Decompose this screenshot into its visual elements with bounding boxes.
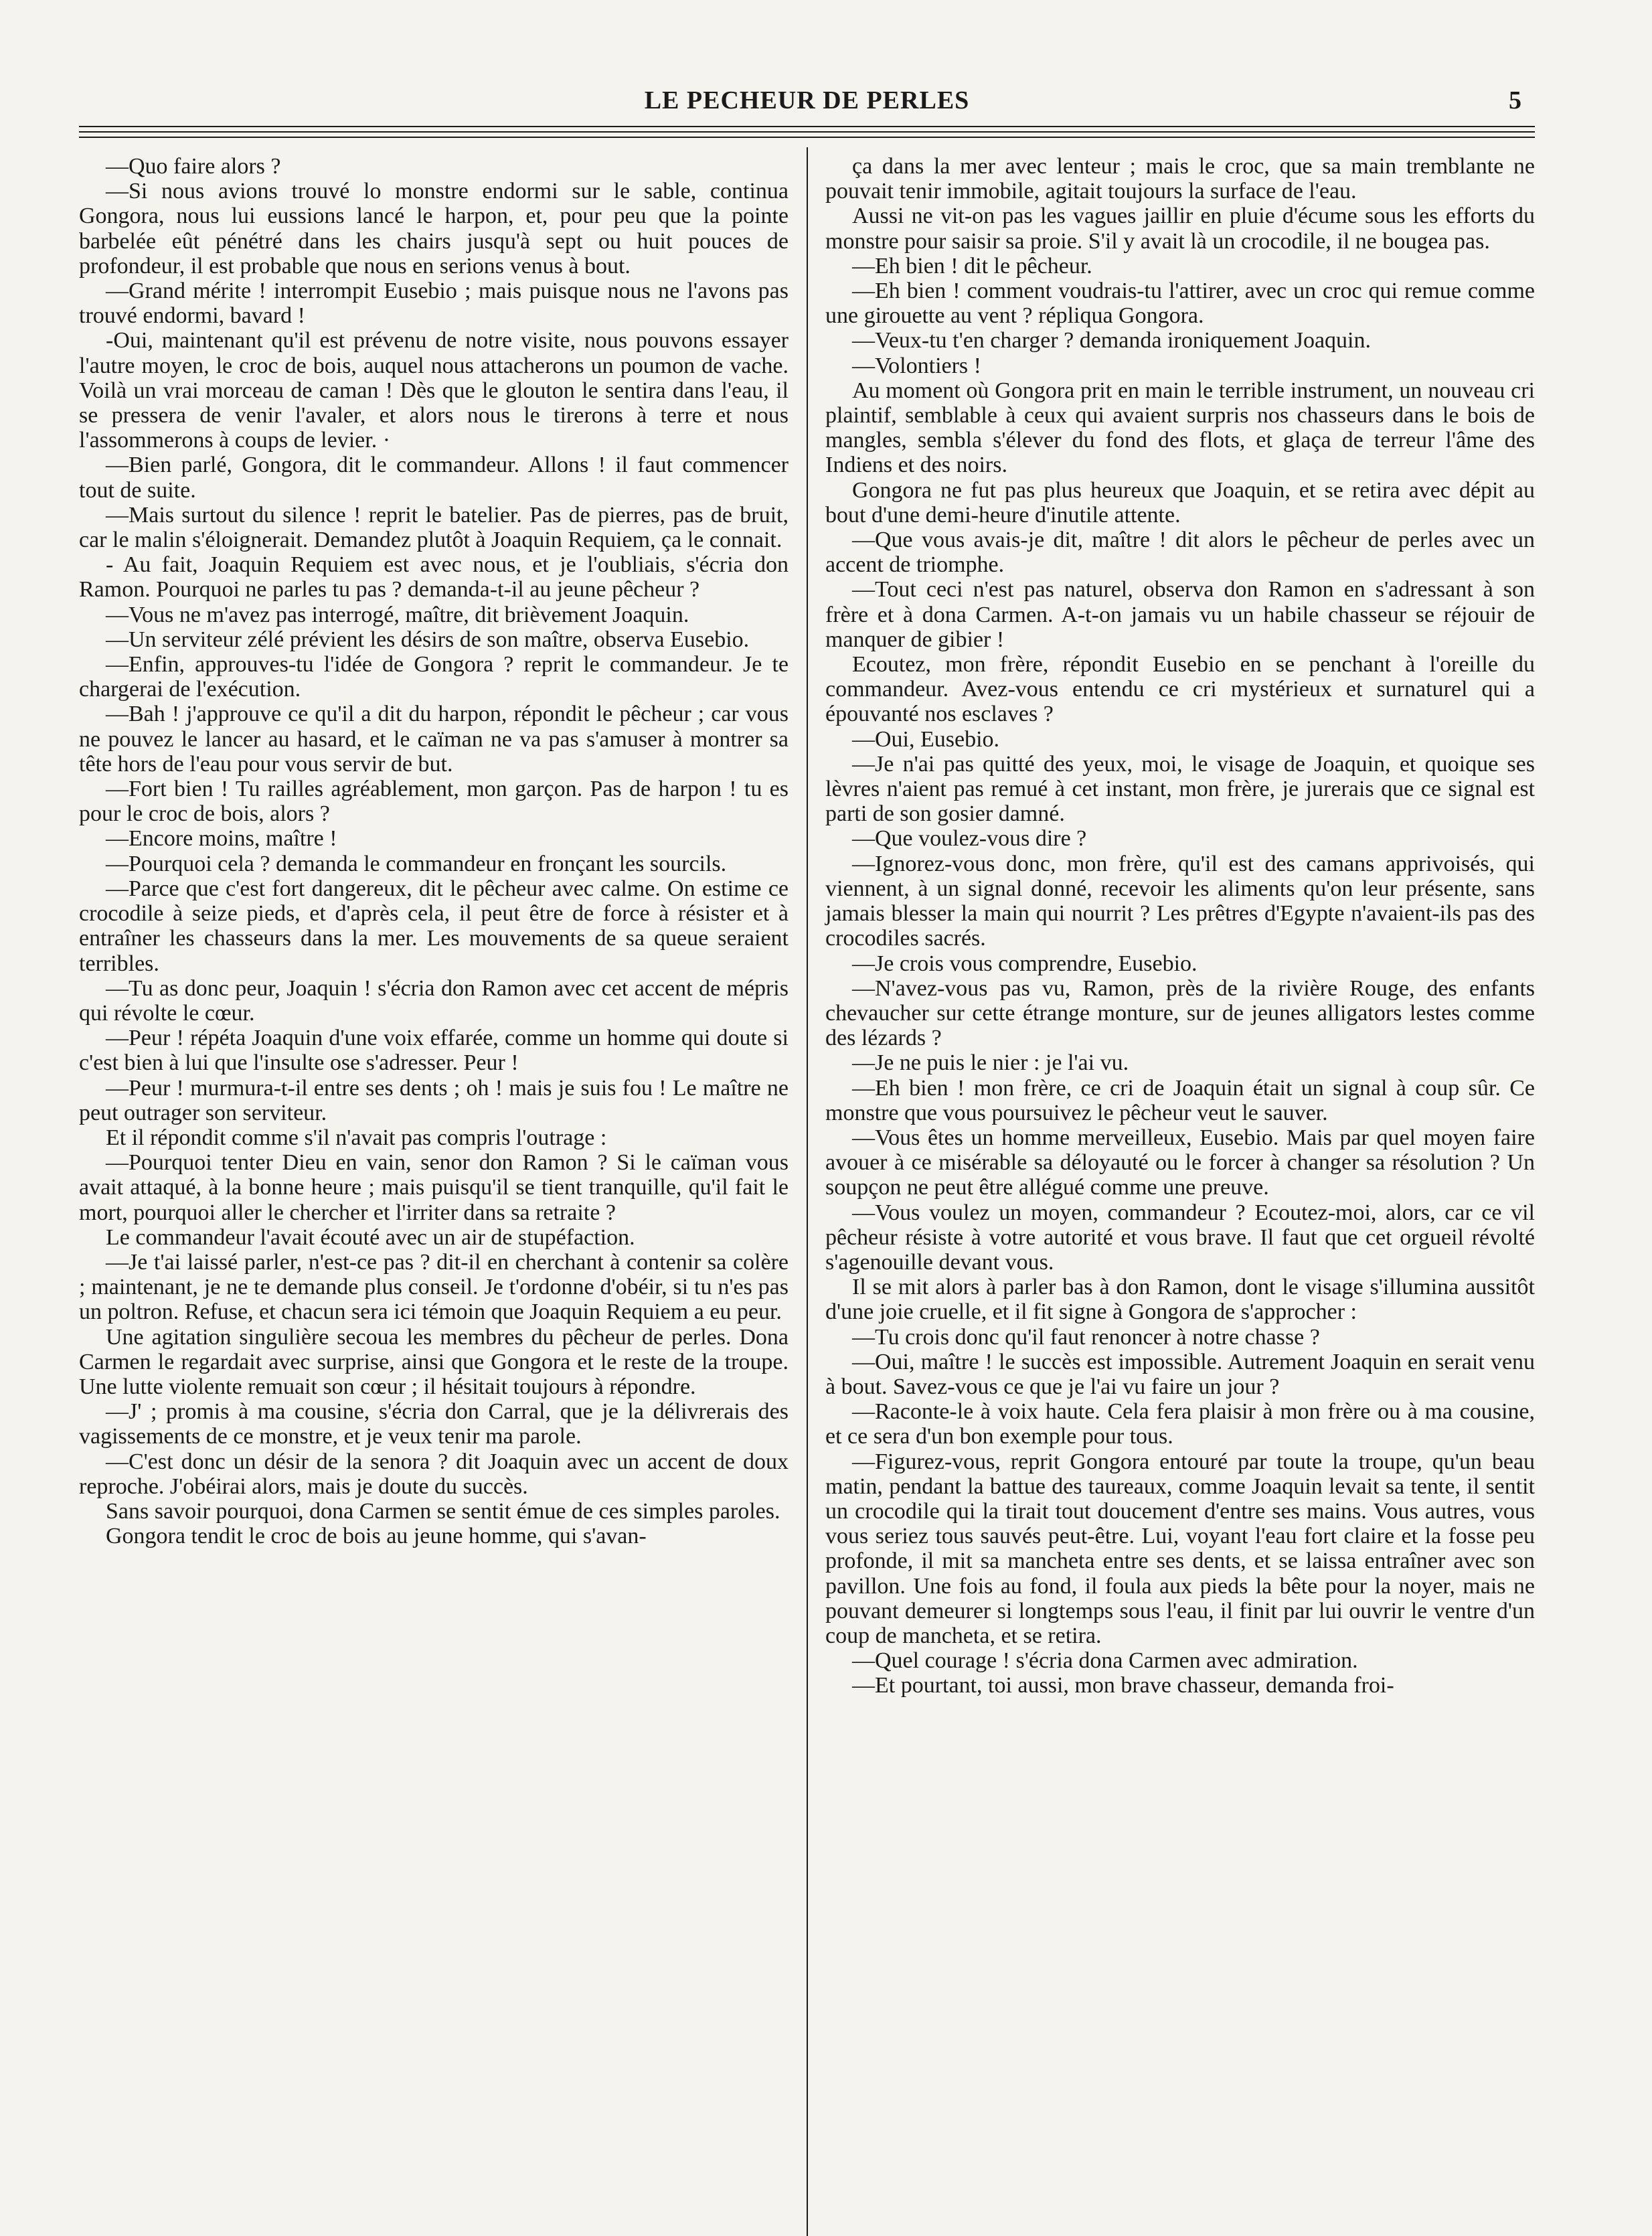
paragraph: —Vous ne m'avez pas interrogé, maître, dit brièvement Joaquin. [106,602,689,627]
paragraph: —Encore moins, maître ! [106,826,337,852]
paragraph: Gongora tendit le croc de bois au jeune homme, qui s'avan- [106,1524,647,1549]
paragraph: —Fort bien ! Tu railles agréablement, mon garçon. Pas de harpon ! tu es pour le croc de bois, alors ? [79,777,789,827]
paragraph: —Je n'ai pas quitté des yeux, moi, le visage de Joaquin, et quoique ses lèvres n'aient pas remué à cet instant, mon frère, je jurerais que ce signal est parti de son gosier damné. [825,751,1535,827]
paragraph: —Si nous avions trouvé lo monstre endormi sur le sable, continua Gongora, nous lui eussions lancé le harpon, et, pour peu que la pointe barbelée eût pénétré dans les chairs jusqu'à sept ou huit pouces de profondeur, il est probable que nous en serions venus à bout. [79,179,789,278]
paragraph: Et il répondit comme s'il n'avait pas compris l'outrage : [106,1125,607,1150]
paragraph: —Enfin, approuves-tu l'idée de Gongora ? reprit le commandeur. Je te chargerai de l'exécution. [79,652,789,702]
paragraph: Il se mit alors à parler bas à don Ramon, dont le visage s'illumina aussitôt d'une joie cruelle, et il fit signe à Gongora de s'approcher : [825,1275,1535,1325]
header-rule [79,137,1535,138]
paragraph: —Vous êtes un homme merveilleux, Eusebio. Mais par quel moyen faire avouer à ce misérable sa déloyauté ou le forcer à changer sa résolution ? Un soupçon ne peut être allégué comme une preuve. [825,1125,1535,1200]
paragraph: Le commandeur l'avait écouté avec un air de stupéfaction. [106,1224,635,1250]
paragraph: —Je t'ai laissé parler, n'est-ce pas ? dit-il en cherchant à contenir sa colère ; maintenant, je ne te demande plus conseil. Je t'ordonne d'obéir, si tu n'es pas un poltron. Refuse, et chacun sera ici témoin que Joaquin Requiem a eu peur. [79,1249,789,1325]
paragraph: —Veux-tu t'en charger ? demanda ironiquement Joaquin. [852,328,1371,353]
paragraph: -Oui, maintenant qu'il est prévenu de notre visite, nous pouvons essayer l'autre moyen, le croc de bois, auquel nous attacherons un poumon de vache. Voilà un vrai morceau de caman ! Dès que le glouton le sentira dans l'eau, il se pressera de venir l'avaler, et alors nous le tirerons à terre et nous l'assommerons à coups de levier. · [79,328,789,453]
text-columns [79,154,1535,2174]
paragraph: —Raconte-le à voix haute. Cela fera plaisir à mon frère ou à ma cousine, et ce sera d'un bon exemple pour tous. [825,1399,1535,1449]
paragraph: —Eh bien ! mon frère, ce cri de Joaquin était un signal à coup sûr. Ce monstre que vous poursuivez le pêcheur veut le sauver. [825,1075,1535,1125]
paragraph: —Peur ! répéta Joaquin d'une voix effarée, comme un homme qui doute si c'est bien à lui que l'insulte ose s'adresser. Peur ! [79,1026,789,1076]
paragraph: Au moment où Gongora prit en main le terrible instrument, un nouveau cri plaintif, semblable à ceux qui avaient surpris nos chasseurs dans le bois de mangles, sembla s'élever du fond des flots, et glaça de terreur l'âme des Indiens et des noirs. [825,378,1535,478]
paragraph: ça dans la mer avec lenteur ; mais le croc, que sa main tremblante ne pouvait tenir immobile, agitait toujours la surface de l'eau. [825,154,1535,204]
paragraph: —Et pourtant, toi aussi, mon brave chasseur, demanda froi- [852,1673,1394,1698]
header-rule [79,126,1535,127]
paragraph: —Oui, maître ! le succès est impossible. Autrement Joaquin en serait venu à bout. Savez-vous ce que je l'ai vu faire un jour ? [825,1349,1535,1399]
paragraph: —Que vous avais-je dit, maître ! dit alors le pêcheur de perles avec un accent de triomphe. [825,528,1535,578]
paragraph: —Quo faire alors ? [106,154,281,179]
paragraph: Sans savoir pourquoi, dona Carmen se sentit émue de ces simples paroles. [106,1498,780,1524]
paragraph: —Bien parlé, Gongora, dit le commandeur. Allons ! il faut commencer tout de suite. [79,453,789,503]
paragraph: Aussi ne vit-on pas les vagues jaillir en pluie d'écume sous les efforts du monstre pour saisir sa proie. S'il y avait là un crocodile, il ne bougea pas. [825,204,1535,254]
paragraph: —Mais surtout du silence ! reprit le batelier. Pas de pierres, pas de bruit, car le malin s'éloignerait. Demandez plutôt à Joaquin Requiem, ça le connait. [79,502,789,553]
page-header [79,79,1535,122]
paragraph: —Pourquoi cela ? demanda le commandeur en fronçant les sourcils. [106,851,727,876]
paragraph: - Au fait, Joaquin Requiem est avec nous, et je l'oubliais, s'écria don Ramon. Pourquoi ne parles tu pas ? demanda-t-il au jeune pêcheur ? [79,552,789,603]
paragraph: —Tu as donc peur, Joaquin ! s'écria don Ramon avec cet accent de mépris qui révolte le cœur. [79,975,789,1026]
paragraph: —C'est donc un désir de la senora ? dit Joaquin avec un accent de doux reproche. J'obéirai alors, mais je doute du succès. [79,1449,789,1499]
paragraph: —Eh bien ! comment voudrais-tu l'attirer, avec un croc qui remue comme une girouette au vent ? répliqua Gongora. [825,278,1535,329]
paragraph: —Tu crois donc qu'il faut renoncer à notre chasse ? [852,1324,1320,1350]
paragraph: Gongora ne fut pas plus heureux que Joaquin, et se retira avec dépit au bout d'une demi-heure d'inutile attente. [825,477,1535,528]
page-number: 5 [1509,86,1521,114]
right-column [825,154,1535,2174]
column-divider [807,147,808,2236]
paragraph: —N'avez-vous pas vu, Ramon, près de la rivière Rouge, des enfants chevaucher sur cette étrange monture, sur de jeunes alligators lestes comme des lézards ? [825,975,1535,1051]
paragraph: Ecoutez, mon frère, répondit Eusebio en se penchant à l'oreille du commandeur. Avez-vous entendu ce cri mystérieux et surnaturel qui a épouvanté nos esclaves ? [825,652,1535,727]
paragraph: —Quel courage ! s'écria dona Carmen avec admiration. [852,1648,1358,1674]
paragraph: —Eh bien ! dit le pêcheur. [852,253,1092,278]
paragraph: —Oui, Eusebio. [852,726,1000,752]
paragraph: —Volontiers ! [852,353,981,378]
running-title: LE PECHEUR DE PERLES [644,86,970,114]
paragraph: —Je ne puis le nier : je l'ai vu. [852,1050,1129,1076]
left-column [79,154,789,2174]
paragraph: Une agitation singulière secoua les membres du pêcheur de perles. Dona Carmen le regardait avec surprise, ainsi que Gongora et le reste de la troupe. Une lutte violente remuait son cœur ; il hésitait toujours à répondre. [79,1324,789,1399]
header-rule [79,131,1535,133]
paragraph: —Tout ceci n'est pas naturel, observa don Ramon en s'adressant à son frère et à dona Carmen. A-t-on jamais vu un habile chasseur se réjouir de manquer de gibier ! [825,577,1535,652]
paragraph: —J' ; promis à ma cousine, s'écria don Carral, que je la délivrerais des vagissements de ce monstre, et je veux tenir ma parole. [79,1399,789,1449]
newspaper-page [79,79,1535,2174]
paragraph: —Que voulez-vous dire ? [852,826,1087,852]
paragraph: —Ignorez-vous donc, mon frère, qu'il est des camans apprivoisés, qui viennent, à un signal donné, recevoir les aliments qu'on leur présente, sans jamais blesser la main qui nourrit ? Les prêtres d'Egypte n'avaient-ils pas des crocodiles sacrés. [825,851,1535,951]
paragraph: —Figurez-vous, reprit Gongora entouré par toute la troupe, qu'un beau matin, pendant la battue des taureaux, comme Joaquin levait sa tente, il sentit un crocodile qui la tirait tout doucement d'entre ses mains. Vous autres, vous vous seriez tous sauvés peut-être. Lui, voyant l'eau fort claire et la fosse peu profonde, il mit sa mancheta entre ses dents, et se laissa entraîner avec son pavillon. Une fois au fond, il foula aux pieds la bête pour la noyer, mais ne pouvant demeurer si longtemps sous l'eau, il finit par lui ouvrir le ventre d'un coup de mancheta, et se retira. [825,1449,1535,1648]
paragraph: —Pourquoi tenter Dieu en vain, senor don Ramon ? Si le caïman vous avait attaqué, à la bonne heure ; mais puisqu'il se tient tranquille, qu'il fait le mort, pourquoi aller le chercher et l'irriter dans sa retraite ? [79,1150,789,1225]
paragraph: —Vous voulez un moyen, commandeur ? Ecoutez-moi, alors, car ce vil pêcheur résiste à votre autorité et vous brave. Il faut que cet orgueil révolté s'agenouille devant vous. [825,1200,1535,1275]
paragraph: —Parce que c'est fort dangereux, dit le pêcheur avec calme. On estime ce crocodile à seize pieds, et d'après cela, il peut être de force à résister et à entraîner les chasseurs dans la mer. Les mouvements de sa queue seraient terribles. [79,876,789,976]
paragraph: —Je crois vous comprendre, Eusebio. [852,951,1197,976]
paragraph: —Un serviteur zélé prévient les désirs de son maître, observa Eusebio. [106,627,750,652]
paragraph: —Bah ! j'approuve ce qu'il a dit du harpon, répondit le pêcheur ; car vous ne pouvez le lancer au hasard, et le caïman ne va pas s'amuser à montrer sa tête hors de l'eau pour vous servir de but. [79,702,789,777]
paragraph: —Grand mérite ! interrompit Eusebio ; mais puisque nous ne l'avons pas trouvé endormi, bavard ! [79,278,789,329]
paragraph: —Peur ! murmura-t-il entre ses dents ; oh ! mais je suis fou ! Le maître ne peut outrager son serviteur. [79,1075,789,1125]
